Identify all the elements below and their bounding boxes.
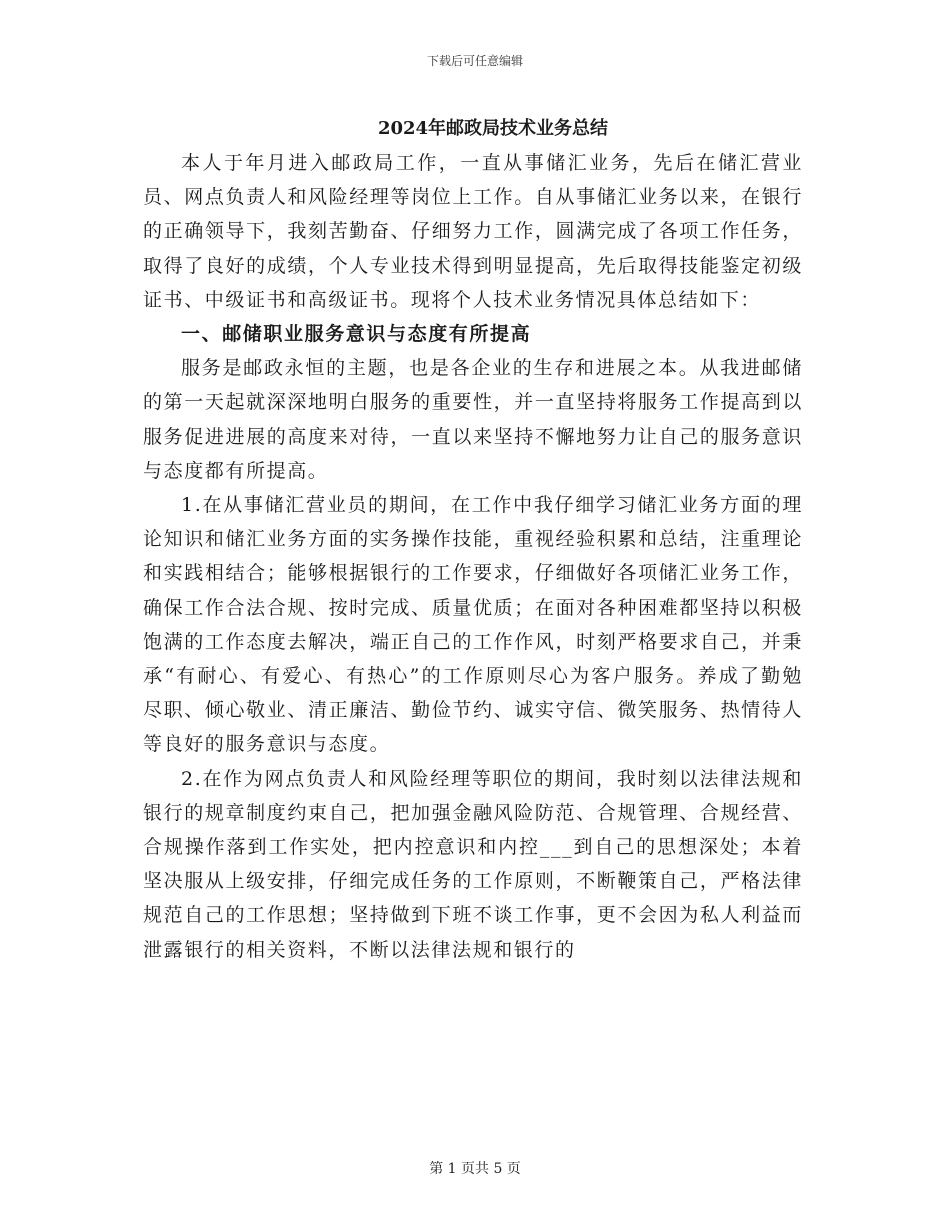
- document-body: [143, 112, 803, 967]
- document-title: 2024年邮政局技术业务总结: [377, 118, 609, 139]
- section-heading: 一、邮储职业服务意识与态度有所提高: [181, 323, 532, 346]
- list-item-1: 1.在从事储汇营业员的期间，在工作中我仔细学习储汇业务方面的理论知识和储汇业务方面的实务操作技能，重视经验积累和总结，注重理论和实践相结合；能够根据银行的工作要求，仔细做好各项储汇业务工作，确保工作合法合规、按时完成、质量优质；在面对各种困难都坚持以积极饱满的工作态度去解决，端正自己的工作作风，时刻严格要求自己，并秉承“有耐心、有爱心、有热心”的工作原则尽心为客户服务。养成了勤勉尽职、倾心敬业、清正廉洁、勤俭节约、诚实守信、微笑服务、热情待人等良好的服务意识与态度。: [143, 494, 803, 756]
- intro-paragraph: 本人于年月进入邮政局工作，一直从事储汇业务，先后在储汇营业员、网点负责人和风险经理等岗位上工作。自从事储汇业务以来，在银行的正确领导下，我刻苦勤奋、仔细努力工作，圆满完成了各项工作任务，取得了良好的成绩，个人专业技术得到明显提高，先后取得技能鉴定初级证书、中级证书和高级证书。现将个人技术业务情况具体总结如下：: [143, 152, 803, 311]
- page-header: 下载后可任意编辑: [426, 54, 523, 68]
- page-number: 第 1 页共 5 页: [429, 1161, 521, 1177]
- list-item-2: 2.在作为网点负责人和风险经理等职位的期间，我时刻以法律法规和银行的规章制度约束自己，把加强金融风险防范、合规管理、合规经营、合规操作落到工作实处，把内控意识和内控___到自己的思想深处；本着坚决服从上级安排，仔细完成任务的工作原则，不断鞭策自己，严格法律规范自己的工作思想；坚持做到下班不谈工作事，更不会因为私人利益而泄露银行的相关资料，不断以法律法规和银行的: [143, 767, 803, 961]
- section-paragraph: 服务是邮政永恒的主题，也是各企业的生存和进展之本。从我进邮储的第一天起就深深地明白服务的重要性，并一直坚持将服务工作提高到以服务促进进展的高度来对待，一直以来坚持不懈地努力让自己的服务意识与态度都有所提高。: [143, 357, 803, 482]
